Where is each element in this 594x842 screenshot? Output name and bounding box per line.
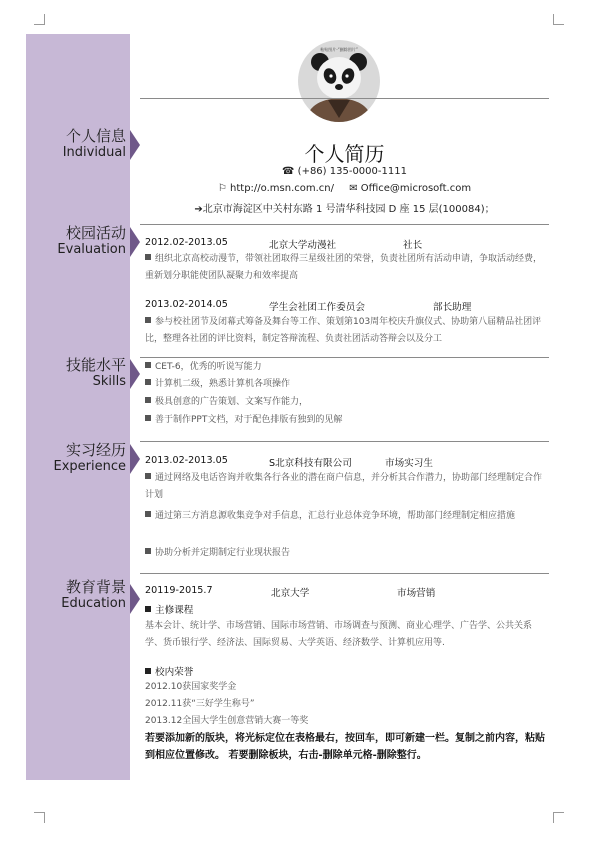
internship-item-1 xyxy=(145,470,549,504)
bullet-icon xyxy=(145,379,151,385)
skill-text: 善于制作PPT文档，对于配色排版有独到的见解 xyxy=(155,415,343,425)
section-title-cn: 个人信息 xyxy=(65,127,126,145)
bullet-icon xyxy=(145,668,151,674)
campus-desc-2 xyxy=(145,314,549,348)
section-title-en: Skills xyxy=(92,374,126,389)
section-arrow-internship xyxy=(130,444,140,474)
courses-title xyxy=(145,602,193,616)
awards-title xyxy=(145,664,193,678)
bullet-icon xyxy=(145,362,151,368)
skill-text: CET-6，优秀的听说写能力 xyxy=(155,362,262,372)
contact-address: ➔北京市海淀区中关村东路 1 号清华科技园 D 座 15 层(100084)； xyxy=(194,204,495,215)
divider-internship xyxy=(140,441,549,442)
entry-date: 20119-2015.7 xyxy=(145,585,213,596)
entry-desc: 协助分析并定期制定行业现状报告 xyxy=(155,548,291,558)
entry-desc: 通过第三方消息源收集竞争对手信息，汇总行业总体竞争环境，帮助部门经理制定相应措施 xyxy=(155,511,516,521)
entry-org: 学生会社团工作委员会 xyxy=(269,302,365,313)
section-arrow-campus xyxy=(130,227,140,257)
entry-date: 2013.02-2013.05 xyxy=(145,455,228,466)
bullet-icon xyxy=(145,397,151,403)
bullet-icon xyxy=(145,317,151,323)
section-title-en: Education xyxy=(61,596,126,611)
sub-title-text: 主修课程 xyxy=(155,605,194,616)
crop-mark-bottom-left xyxy=(34,812,45,823)
award-1: 2012.10获国家奖学金 xyxy=(145,682,237,692)
bullet-icon xyxy=(145,511,151,517)
courses-list: 基本会计、统计学、市场营销、国际市场营销、市场调查与预测、商业心理学、广告学、公共关系学、货币银行学、经济法、国际贸易、大学英语、经济数学、计算机应用等. xyxy=(145,621,533,648)
crop-mark-top-right xyxy=(553,14,564,25)
entry-org: 北京大学动漫社 xyxy=(269,240,337,251)
section-label-personal xyxy=(26,127,126,161)
skill-item-1 xyxy=(145,359,549,376)
campus-desc-1 xyxy=(145,251,549,285)
skill-text: 计算机二级，熟悉计算机各项操作 xyxy=(155,379,291,389)
bullet-icon xyxy=(145,254,151,260)
section-title-en: Individual xyxy=(62,145,126,160)
contact-email[interactable]: ✉ Office@microsoft.com xyxy=(349,183,472,194)
section-title-cn: 校园活动 xyxy=(65,224,126,242)
bullet-icon xyxy=(145,606,151,612)
crop-mark-bottom-right xyxy=(553,812,564,823)
skill-text: 极具创意的广告策划、文案写作能力， xyxy=(155,397,309,407)
entry-role: 市场实习生 xyxy=(385,458,433,469)
divider-top xyxy=(140,98,549,99)
section-arrow-education xyxy=(130,584,140,614)
entry-role: 社长 xyxy=(403,240,423,251)
contact-website[interactable]: ⚐ http://o.msn.com.cn/ xyxy=(217,183,334,194)
bullet-icon xyxy=(145,548,151,554)
section-label-education xyxy=(26,578,126,612)
entry-school: 北京大学 xyxy=(271,588,310,599)
section-title-cn: 教育背景 xyxy=(65,578,126,596)
photo-caption: 粘贴图片-“删除图片” xyxy=(320,47,358,52)
section-title-en: Evaluation xyxy=(57,242,126,257)
skill-item-4 xyxy=(145,412,549,429)
section-title-cn: 技能水平 xyxy=(65,356,126,374)
section-label-internship xyxy=(26,441,126,475)
section-label-campus xyxy=(26,224,126,258)
section-title-cn: 实习经历 xyxy=(65,441,126,459)
entry-date: 2012.02-2013.05 xyxy=(145,237,228,248)
section-label-skills xyxy=(26,356,126,390)
award-2: 2012.11获“三好学生称号” xyxy=(145,699,255,709)
skill-item-3 xyxy=(145,394,549,411)
internship-item-3 xyxy=(145,545,549,562)
bullet-icon xyxy=(145,415,151,421)
entry-desc: 组织北京高校动漫节，带领社团取得三星级社团的荣誉，负责社团所有活动申请，争取活动经费，重新划分职能使团队凝聚力和效率提高 xyxy=(145,254,543,281)
contact-line xyxy=(140,183,549,194)
entry-desc: 参与校社团节及闭幕式筹备及舞台等工作、策划第103周年校庆升旗仪式、协助第八届精品社团评比，整理各社团的评比资料，制定答辩流程、负责社团活动答辩会以及分工 xyxy=(145,317,542,344)
entry-desc: 通过网络及电话咨询并收集各行各业的潜在商户信息，并分析其合作潜力，协助部门经理制定合作计划 xyxy=(145,473,543,500)
entry-date: 2013.02-2014.05 xyxy=(145,299,228,310)
resume-title: 个人简历 xyxy=(304,142,385,166)
section-arrow-personal xyxy=(130,130,140,160)
section-title-en: Experience xyxy=(53,459,126,474)
award-3: 2013.12全国大学生创意营销大赛一等奖 xyxy=(145,716,309,726)
divider-education xyxy=(140,573,549,574)
bullet-icon xyxy=(145,473,151,479)
instruction-note: 若要添加新的版块，将光标定位在表格最右，按回车，即可新建一栏。复制之前内容，粘贴到相应位置修改。 若要删除板块，右击-删除单元格-删除整行。 xyxy=(145,733,545,761)
contact-phone: ☎ (+86) 135-0000-1111 xyxy=(282,166,407,177)
entry-role: 部长助理 xyxy=(433,302,472,313)
skill-item-2 xyxy=(145,376,549,393)
divider-skills xyxy=(140,357,549,358)
internship-item-2 xyxy=(145,508,549,525)
entry-major: 市场营销 xyxy=(397,588,436,599)
entry-company: S北京科技有限公司 xyxy=(269,458,352,469)
section-arrow-skills xyxy=(130,359,140,389)
crop-mark-top-left xyxy=(34,14,45,25)
divider-campus xyxy=(140,224,549,225)
sub-title-text: 校内荣誉 xyxy=(155,667,194,678)
